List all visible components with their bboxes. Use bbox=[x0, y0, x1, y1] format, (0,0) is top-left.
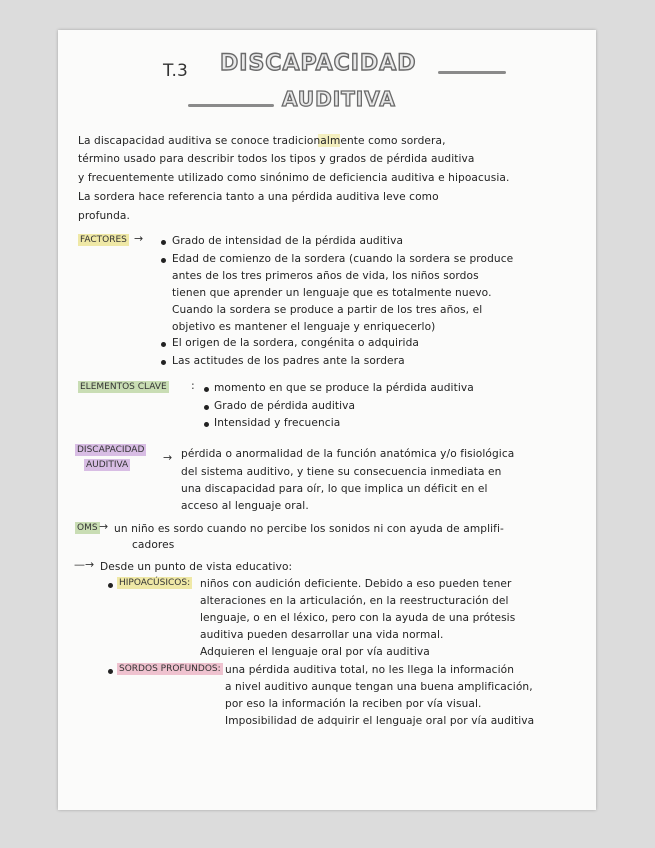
page-title-line2: AUDITIVA bbox=[282, 87, 396, 111]
arrow-icon: —→ bbox=[74, 558, 95, 571]
sordos-line: Imposibilidad de adquirir el lenguaje oral por vía auditiva bbox=[225, 715, 535, 727]
bullet-icon bbox=[108, 669, 113, 674]
elemento-item: Intensidad y frecuencia bbox=[214, 417, 341, 429]
bullet-icon bbox=[161, 258, 166, 263]
hipoacusicos-line: niños con audición deficiente. Debido a eso pueden tener bbox=[200, 578, 512, 590]
elemento-item: momento en que se produce la pérdida auditiva bbox=[214, 382, 474, 394]
factor-item-cont: objetivo es mantener el lenguaje y enriquecerlo) bbox=[172, 321, 436, 333]
definition-line: del sistema auditivo, y tiene su consecuencia inmediata en bbox=[181, 466, 502, 478]
hipoacusicos-label: HIPOACÚSICOS: bbox=[119, 578, 191, 588]
bullet-icon bbox=[161, 360, 166, 365]
hipoacusicos-line: Adquieren el lenguaje oral por vía auditiva bbox=[200, 646, 430, 658]
oms-label: OMS bbox=[77, 523, 98, 533]
elemento-item: Grado de pérdida auditiva bbox=[214, 400, 356, 412]
arrow-icon: → bbox=[163, 451, 173, 464]
hipoacusicos-line: alteraciones en la articulación, en la reestructuración del bbox=[200, 595, 509, 607]
elementos-label: ELEMENTOS CLAVE bbox=[80, 382, 167, 392]
colon-mark: : bbox=[191, 379, 195, 392]
factor-item-cont: antes de los tres primeros años de vida, los niños sordos bbox=[172, 270, 479, 282]
definition-line: acceso al lenguaje oral. bbox=[181, 500, 309, 512]
discapacidad-label: DISCAPACIDAD bbox=[77, 445, 145, 455]
definition-line: pérdida o anormalidad de la función anatómica y/o fisiológica bbox=[181, 448, 515, 460]
sordos-line: una pérdida auditiva total, no les llega la información bbox=[225, 664, 515, 676]
intro-line: y frecuentemente utilizado como sinónimo de deficiencia auditiva e hipoacusia. bbox=[78, 172, 510, 184]
oms-line: un niño es sordo cuando no percibe los sonidos ni con ayuda de amplifi- bbox=[114, 523, 504, 535]
bullet-icon bbox=[204, 405, 209, 410]
factores-label: FACTORES bbox=[80, 235, 127, 245]
page-title-line1: DISCAPACIDAD bbox=[220, 51, 417, 76]
definition-line: una discapacidad para oír, lo que implica un déficit en el bbox=[181, 483, 488, 495]
intro-line: profunda. bbox=[78, 210, 130, 222]
sordos-line: a nivel auditivo aunque tengan una buena amplificación, bbox=[225, 681, 533, 693]
intro-line: La discapacidad auditiva se conoce tradicionalmente como sordera, bbox=[78, 135, 446, 147]
factor-item: El origen de la sordera, congénita o adquirida bbox=[172, 337, 420, 349]
topic-number: T.3 bbox=[163, 61, 188, 81]
factor-item: Edad de comienzo de la sordera (cuando la sordera se produce bbox=[172, 253, 514, 265]
title-underline-left bbox=[188, 104, 274, 107]
oms-line: cadores bbox=[132, 539, 175, 551]
discapacidad-label-2: AUDITIVA bbox=[86, 460, 129, 470]
intro-line: término usado para describir todos los tipos y grados de pérdida auditiva bbox=[78, 153, 475, 165]
sordos-line: por eso la información la reciben por vía visual. bbox=[225, 698, 482, 710]
sordos-label: SORDOS PROFUNDOS: bbox=[119, 664, 221, 674]
factor-item: Grado de intensidad de la pérdida auditiva bbox=[172, 235, 404, 247]
title-underline-right bbox=[438, 71, 506, 74]
bullet-icon bbox=[108, 583, 113, 588]
educativo-intro: Desde un punto de vista educativo: bbox=[100, 561, 293, 573]
bullet-icon bbox=[161, 240, 166, 245]
factor-item: Las actitudes de los padres ante la sordera bbox=[172, 355, 405, 367]
hipoacusicos-line: lenguaje, o en el léxico, pero con la ayuda de una prótesis bbox=[200, 612, 516, 624]
hipoacusicos-line: auditiva pueden desarrollar una vida normal. bbox=[200, 629, 444, 641]
factor-item-cont: tienen que aprender un lenguaje que es totalmente nuevo. bbox=[172, 287, 492, 299]
bullet-icon bbox=[204, 422, 209, 427]
arrow-icon: → bbox=[134, 232, 144, 245]
bullet-icon bbox=[204, 387, 209, 392]
intro-line: La sordera hace referencia tanto a una pérdida auditiva leve como bbox=[78, 191, 439, 203]
arrow-icon: → bbox=[99, 520, 109, 533]
bullet-icon bbox=[161, 342, 166, 347]
factor-item-cont: Cuando la sordera se produce a partir de los tres años, el bbox=[172, 304, 483, 316]
